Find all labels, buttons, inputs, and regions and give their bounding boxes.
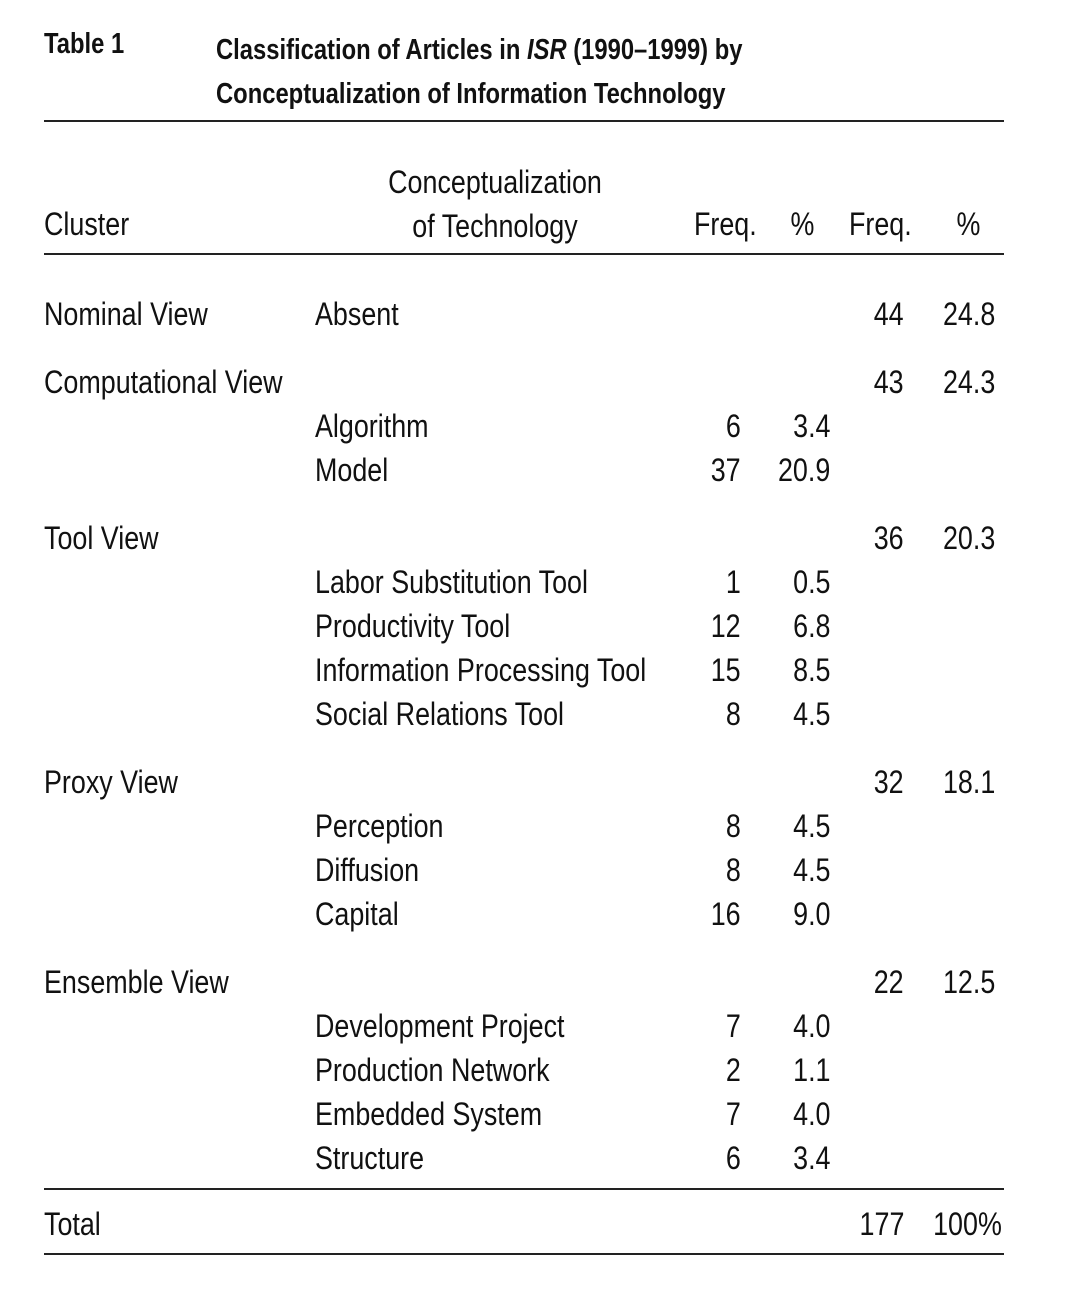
header-concept-line1: Conceptualization bbox=[388, 164, 602, 200]
concept-pct: 4.5 bbox=[792, 852, 830, 888]
concept-label: Structure bbox=[315, 1140, 425, 1176]
concept-pct: 20.9 bbox=[777, 452, 830, 488]
header-rule bbox=[44, 253, 1004, 255]
concept-pct: 8.5 bbox=[792, 652, 830, 688]
total-rule bbox=[44, 1188, 1004, 1190]
cluster-name: Tool View bbox=[44, 520, 159, 556]
concept-freq: 1 bbox=[726, 564, 741, 600]
concept-label: Production Network bbox=[315, 1052, 550, 1088]
concept-freq: 8 bbox=[726, 808, 741, 844]
concept-label: Development Project bbox=[315, 1008, 565, 1044]
concept-pct: 1.1 bbox=[792, 1052, 830, 1088]
header-freq-sub: Freq. bbox=[694, 206, 757, 242]
cluster-freq: 43 bbox=[874, 364, 904, 400]
concept-freq: 6 bbox=[726, 1140, 741, 1176]
concept-pct: 3.4 bbox=[792, 1140, 830, 1176]
concept-pct: 4.0 bbox=[792, 1096, 830, 1132]
top-rule bbox=[44, 120, 1004, 122]
table-caption bbox=[44, 28, 1004, 112]
total-pct: 100% bbox=[933, 1206, 1002, 1242]
table-label: Table 1 bbox=[44, 28, 125, 60]
cluster-pct: 24.8 bbox=[942, 296, 995, 332]
concept-label: Perception bbox=[315, 808, 444, 844]
header-concept-line2: of Technology bbox=[412, 208, 578, 244]
title-suffix: (1990–1999) by bbox=[566, 34, 743, 66]
cluster-pct: 24.3 bbox=[942, 364, 995, 400]
cluster-freq: 32 bbox=[874, 764, 904, 800]
header-cluster: Cluster bbox=[44, 206, 130, 242]
concept-freq: 8 bbox=[726, 696, 741, 732]
concept-label: Social Relations Tool bbox=[315, 696, 565, 732]
concept-freq: 12 bbox=[711, 608, 741, 644]
concept-pct: 0.5 bbox=[792, 564, 830, 600]
concept-pct: 4.5 bbox=[792, 696, 830, 732]
cluster-name: Computational View bbox=[44, 364, 283, 400]
header-concept bbox=[331, 160, 659, 248]
title-prefix: Classification of Articles in bbox=[216, 34, 527, 66]
table-title bbox=[216, 28, 742, 116]
concept-pct: 9.0 bbox=[792, 896, 830, 932]
concept-freq: 37 bbox=[711, 452, 741, 488]
concept-label: Diffusion bbox=[315, 852, 420, 888]
total-freq: 177 bbox=[859, 1206, 904, 1242]
concept-label: Labor Substitution Tool bbox=[315, 564, 588, 600]
cluster-name: Proxy View bbox=[44, 764, 178, 800]
concept-freq: 7 bbox=[726, 1096, 741, 1132]
concept-pct: 4.5 bbox=[792, 808, 830, 844]
title-line2: Conceptualization of Information Technology bbox=[216, 78, 726, 110]
concept-pct: 4.0 bbox=[792, 1008, 830, 1044]
concept-label: Information Processing Tool bbox=[315, 652, 647, 688]
concept-label: Absent bbox=[315, 296, 399, 332]
concept-label: Embedded System bbox=[315, 1096, 543, 1132]
header-freq-total: Freq. bbox=[849, 206, 912, 242]
cluster-pct: 12.5 bbox=[942, 964, 995, 1000]
concept-label: Capital bbox=[315, 896, 399, 932]
concept-label: Algorithm bbox=[315, 408, 429, 444]
cluster-pct: 18.1 bbox=[942, 764, 995, 800]
concept-label: Productivity Tool bbox=[315, 608, 511, 644]
concept-pct: 6.8 bbox=[792, 608, 830, 644]
concept-freq: 16 bbox=[711, 896, 741, 932]
bottom-rule bbox=[44, 1253, 1004, 1255]
header-pct-total: % bbox=[956, 206, 980, 242]
concept-pct: 3.4 bbox=[792, 408, 830, 444]
cluster-freq: 44 bbox=[874, 296, 904, 332]
cluster-freq: 36 bbox=[874, 520, 904, 556]
concept-freq: 6 bbox=[726, 408, 741, 444]
concept-freq: 7 bbox=[726, 1008, 741, 1044]
concept-freq: 15 bbox=[711, 652, 741, 688]
concept-label: Model bbox=[315, 452, 389, 488]
title-italic: ISR bbox=[526, 34, 567, 66]
total-label: Total bbox=[44, 1206, 101, 1242]
cluster-freq: 22 bbox=[874, 964, 904, 1000]
cluster-name: Ensemble View bbox=[44, 964, 229, 1000]
concept-freq: 2 bbox=[726, 1052, 741, 1088]
cluster-name: Nominal View bbox=[44, 296, 208, 332]
header-pct-sub: % bbox=[790, 206, 814, 242]
concept-freq: 8 bbox=[726, 852, 741, 888]
cluster-pct: 20.3 bbox=[942, 520, 995, 556]
